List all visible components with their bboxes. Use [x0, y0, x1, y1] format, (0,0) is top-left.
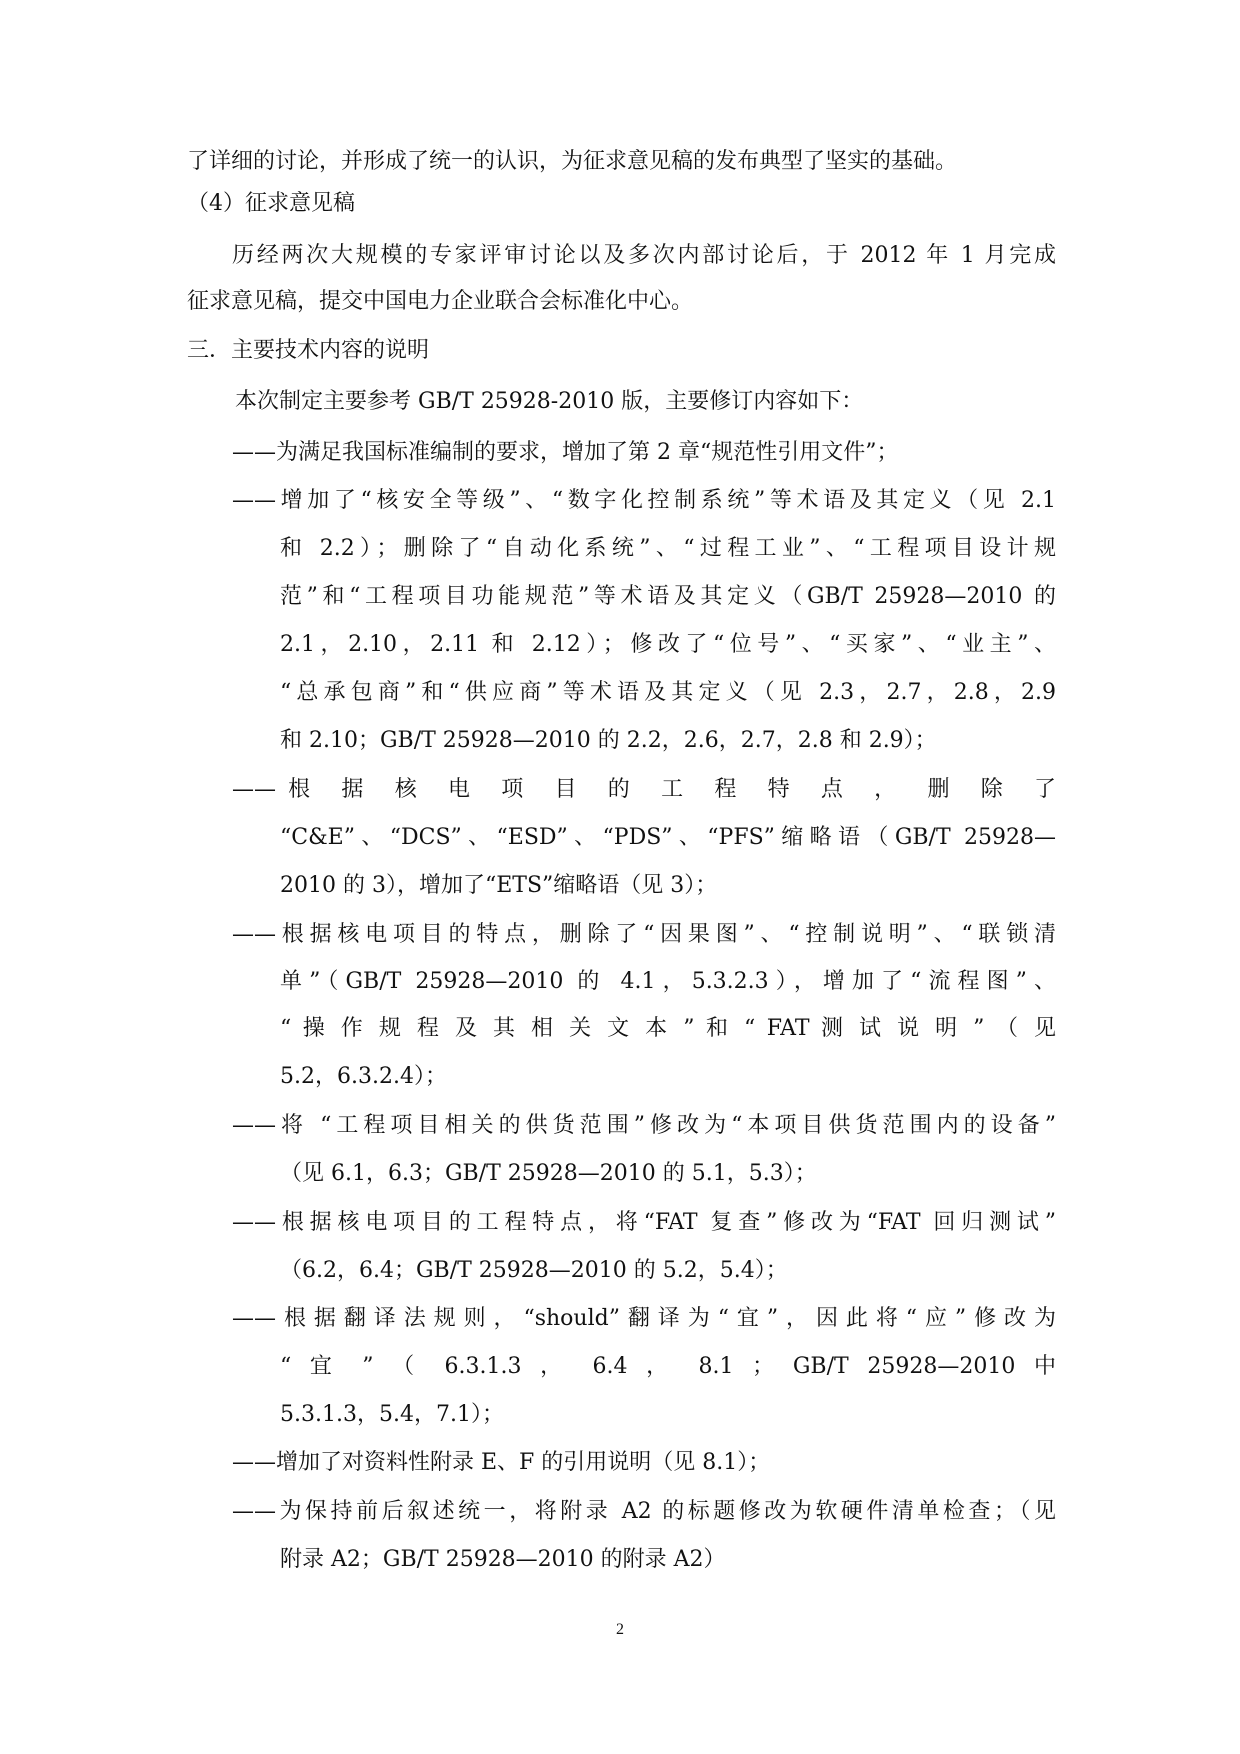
list-item-4-line-4: 5.2，6.3.2.4）；: [280, 1064, 447, 1089]
list-item-2-line-6: 和 2.10；GB/T 25928—2010 的 2.2，2.6，2.7，2.8 和 2.9）；: [280, 728, 937, 753]
list-item-2-line-4: 2.1，2.10，2.11 和 2.12）；修改了“位号”、“买家”、“业主”、: [280, 632, 1056, 657]
text-line-3: 历经两次大规模的专家评审讨论以及多次内部讨论后，于 2012 年 1 月完成: [232, 243, 1056, 268]
list-item-2-line-5: “总承包商”和“供应商”等术语及其定义（见 2.3，2.7，2.8，2.9: [280, 680, 1056, 705]
list-item-7-line-3: 5.3.1.3，5.4，7.1）；: [280, 1402, 504, 1427]
list-item-4-line-2: 单”（GB/T 25928—2010 的 4.1，5.3.2.3），增加了“流程图”、: [280, 969, 1056, 994]
list-item-5-line-1: ——将 “工程项目相关的供货范围”修改为“本项目供货范围内的设备”: [232, 1113, 1056, 1138]
list-item-2-line-2: 和 2.2）；删除了“自动化系统”、“过程工业”、“工程项目设计规: [280, 536, 1056, 561]
list-item-6-line-1: ——根据核电项目的工程特点，将“FAT 复查”修改为“FAT 回归测试”: [232, 1210, 1056, 1235]
list-item-2-line-1: ——增加了“核安全等级”、“数字化控制系统”等术语及其定义（见 2.1: [232, 488, 1056, 513]
text-line-4: 征求意见稿，提交中国电力企业联合会标准化中心。: [187, 289, 694, 314]
list-item-9-line-1: ——为保持前后叙述统一，将附录 A2 的标题修改为软硬件清单检查；（见: [232, 1499, 1056, 1524]
list-item-1: ——为满足我国标准编制的要求，增加了第 2 章“规范性引用文件”；: [232, 440, 899, 465]
page-number: 2: [616, 1621, 624, 1638]
list-item-4-line-3: “ 操 作 规 程 及 其 相 关 文 本 ” 和 “ FAT 测 试 说 明 ” （ 见: [280, 1016, 1056, 1041]
list-item-3-line-2: “C&E”、“DCS”、“ESD”、“PDS”、“PFS”缩略语（GB/T 25928—: [280, 825, 1056, 850]
list-item-8: ——增加了对资料性附录 E、F 的引用说明（见 8.1）；: [232, 1450, 771, 1475]
list-item-6-line-2: （6.2，6.4；GB/T 25928—2010 的 5.2，5.4）；: [280, 1258, 788, 1283]
text-line-6: 本次制定主要参考 GB/T 25928-2010 版，主要修订内容如下：: [235, 389, 864, 414]
list-item-4-line-1: ——根据核电项目的特点，删除了“因果图”、“控制说明”、“联锁清: [232, 922, 1056, 947]
list-item-5-line-2: （见 6.1，6.3；GB/T 25928—2010 的 5.1，5.3）；: [280, 1161, 817, 1186]
list-item-3-line-3: 2010 的 3），增加了“ETS”缩略语（见 3）；: [280, 873, 718, 898]
list-item-3-line-1: ——根 据 核 电 项 目 的 工 程 特 点 ， 删 除 了: [232, 777, 1056, 802]
list-item-2-line-3: 范”和“工程项目功能规范”等术语及其定义（GB/T 25928—2010 的: [280, 584, 1056, 609]
section-heading: 三．主要技术内容的说明: [187, 338, 430, 363]
list-item-7-line-1: ——根据翻译法规则，“should”翻译为“宜”，因此将“应”修改为: [232, 1306, 1056, 1331]
text-line-2: （4）征求意见稿: [187, 191, 355, 216]
list-item-9-line-2: 附录 A2；GB/T 25928—2010 的附录 A2）: [280, 1547, 726, 1572]
list-item-7-line-2: “ 宜 ” （ 6.3.1.3 ， 6.4 ， 8.1 ； GB/T 25928—2010 中: [280, 1354, 1056, 1379]
text-line-1: 了详细的讨论，并形成了统一的认识，为征求意见稿的发布典型了坚实的基础。: [187, 149, 958, 174]
